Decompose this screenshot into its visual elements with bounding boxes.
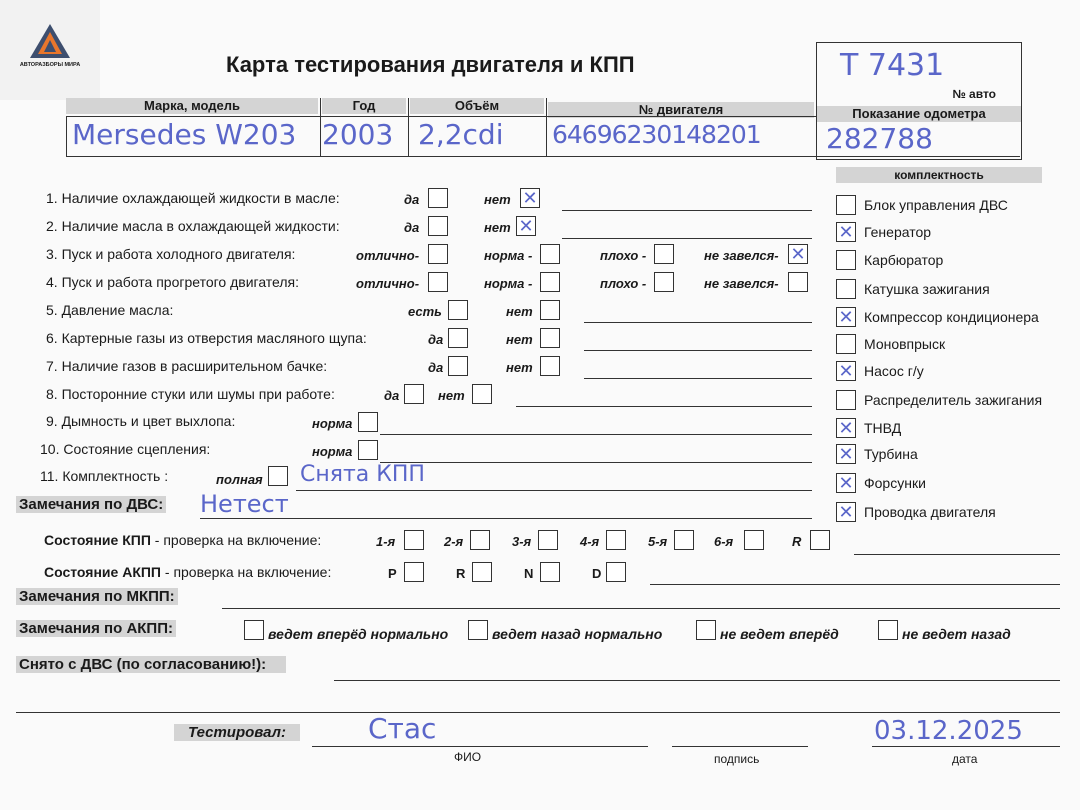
kit-checkbox[interactable]: ✕ [836,361,856,381]
company-logo [0,0,100,100]
kit-title: комплектность [836,167,1042,183]
kit-checkbox[interactable] [836,195,856,215]
volume-value: 2,2cdi [418,118,504,151]
checkbox-bad-4[interactable] [654,272,674,292]
item-6: 6. Картерные газы из отверстия масляного щупа: [46,330,367,346]
opt-yes-1: да [404,192,420,207]
logo-text: АВТОРАЗБОРЫ МИРА [19,62,81,68]
item-5: 5. Давление масла: [46,302,174,318]
tester-name: Стас [368,712,437,745]
auto-number-label: № авто [952,87,996,101]
kit-item-label: Генератор [864,224,932,240]
akpp-mode-checkbox[interactable] [606,562,626,582]
opt-normal-9: норма [312,416,353,431]
kit-checkbox[interactable] [836,250,856,270]
form-title: Карта тестирования двигателя и КПП [226,52,635,77]
opt-no-1: нет [484,192,511,207]
checkbox-exists-5[interactable] [448,300,468,320]
checkbox-bad-3[interactable] [654,244,674,264]
checkbox-no-7[interactable] [540,356,560,376]
col-make-model: Марка, модель [66,98,318,114]
kpp-gear-label: 6-я [714,534,734,549]
odometer-value: 282788 [826,122,933,155]
kit-item-label: Распределитель зажигания [864,392,1043,408]
remarks-mkpp-label: Замечания по МКПП: [16,588,178,605]
odometer-label: Показание одометра [817,106,1021,122]
kpp-gear-checkbox[interactable] [404,530,424,550]
kit-item-label: Катушка зажигания [864,281,990,297]
opt-not-started-4: не завелся- [704,276,779,291]
akpp-mode-checkbox[interactable] [472,562,492,582]
item-7: 7. Наличие газов в расширительном бачке: [46,358,328,374]
kit-item-label: Проводка двигателя [864,504,996,520]
akpp-no-forward: не ведет вперёд [720,626,839,642]
checkbox-yes-6[interactable] [448,328,468,348]
opt-no-7: нет [506,360,533,375]
opt-yes-6: да [428,332,444,347]
opt-normal-10: норма [312,444,353,459]
kit-checkbox[interactable]: ✕ [836,222,856,242]
remarks-dvs-label: Замечания по ДВС: [16,496,166,513]
checkbox-akpp-no-backward[interactable] [878,620,898,640]
remarks-dvs-value: Нетест [200,490,289,518]
auto-number-value: T 7431 [840,48,945,83]
checkbox-excellent-4[interactable] [428,272,448,292]
kit-checkbox[interactable]: ✕ [836,307,856,327]
checkbox-yes-8[interactable] [404,384,424,404]
fio-caption: ФИО [454,750,482,764]
kit-item-label: Компрессор кондиционера [864,309,1039,325]
checkbox-no-8[interactable] [472,384,492,404]
item-2: 2. Наличие масла в охлаждающей жидкости: [46,218,340,234]
kit-checkbox[interactable] [836,390,856,410]
akpp-mode-checkbox[interactable] [404,562,424,582]
checkbox-normal-9[interactable] [358,412,378,432]
kit-item-label: Насос г/у [864,363,924,379]
signature-caption: подпись [714,752,760,766]
kit-item-label: Блок управления ДВС [864,197,1008,213]
tested-label: Тестировал: [174,724,300,741]
akpp-mode-label: D [592,566,602,581]
opt-normal-4: норма - [484,276,533,291]
kpp-gear-label: 5-я [648,534,668,549]
checkbox-no-6[interactable] [540,328,560,348]
kit-checkbox[interactable]: ✕ [836,502,856,522]
opt-full-11: полная [216,472,263,487]
checkbox-akpp-forward-ok[interactable] [244,620,264,640]
kit-item-label: Форсунки [864,475,926,491]
opt-no-6: нет [506,332,533,347]
checkbox-akpp-no-forward[interactable] [696,620,716,640]
kit-checkbox[interactable] [836,334,856,354]
checkbox-no-1[interactable]: ✕ [520,188,540,208]
test-date: 03.12.2025 [874,716,1023,746]
item-9: 9. Дымность и цвет выхлопа: [46,413,236,429]
opt-no-2: нет [484,220,511,235]
akpp-no-backward: не ведет назад [902,626,1011,642]
checkbox-not-started-3[interactable]: ✕ [788,244,808,264]
kpp-gear-label: 2-я [444,534,464,549]
kpp-gear-label: R [792,534,802,549]
akpp-forward-ok: ведет вперёд нормально [268,626,449,642]
kpp-gear-checkbox[interactable] [810,530,830,550]
opt-bad-3: плохо - [600,248,647,263]
kpp-gear-label: 1-я [376,534,396,549]
checkbox-yes-7[interactable] [448,356,468,376]
checkbox-normal-3[interactable] [540,244,560,264]
kit-checkbox[interactable] [836,279,856,299]
akpp-mode-checkbox[interactable] [540,562,560,582]
opt-exists-5: есть [408,304,442,319]
opt-excellent-4: отлично- [356,276,420,291]
item-3: 3. Пуск и работа холодного двигателя: [46,246,296,262]
opt-yes-7: да [428,360,444,375]
col-year: Год [322,98,406,114]
make-model-value: Mersedes W203 [72,118,297,151]
opt-normal-3: норма - [484,248,533,263]
item-4: 4. Пуск и работа прогретого двигателя: [46,274,300,290]
col-engine-no: № двигателя [548,102,814,118]
opt-yes-8: да [384,388,400,403]
opt-yes-2: да [404,220,420,235]
checkbox-not-started-4[interactable] [788,272,808,292]
checkbox-excellent-3[interactable] [428,244,448,264]
kpp-gear-label: 4-я [580,534,600,549]
checkbox-no-2[interactable]: ✕ [516,216,536,236]
akpp-label: Состояние АКПП - проверка на включение: [44,564,332,580]
kpp-label: Состояние КПП - проверка на включение: [44,532,322,548]
opt-no-5: нет [506,304,533,319]
date-caption: дата [952,752,978,766]
checkbox-yes-2[interactable] [428,216,448,236]
checkbox-normal-4[interactable] [540,272,560,292]
kpp-gear-checkbox[interactable] [606,530,626,550]
item-8: 8. Посторонние стуки или шумы при работе: [46,386,335,402]
kit-item-label: Моновпрыск [864,336,946,352]
kit-item-label: ТНВД [864,420,902,436]
akpp-mode-label: P [388,566,397,581]
kit-checkbox[interactable]: ✕ [836,473,856,493]
mountain-logo-icon [28,22,72,60]
item-1: 1. Наличие охлаждающей жидкости в масле: [46,190,340,206]
kpp-gear-checkbox[interactable] [744,530,764,550]
kit-item-label: Турбина [864,446,918,462]
opt-excellent-3: отлично- [356,248,420,263]
year-value: 2003 [322,118,394,151]
kpp-gear-checkbox[interactable] [538,530,558,550]
kpp-gear-label: 3-я [512,534,532,549]
item-10: 10. Состояние сцепления: [40,441,211,457]
akpp-mode-label: R [456,566,466,581]
kit-checkbox[interactable]: ✕ [836,418,856,438]
checkbox-no-5[interactable] [540,300,560,320]
opt-bad-4: плохо - [600,276,647,291]
opt-no-8: нет [438,388,465,403]
kpp-gear-checkbox[interactable] [470,530,490,550]
kit-checkbox[interactable]: ✕ [836,444,856,464]
akpp-mode-label: N [524,566,534,581]
kit-item-label: Карбюратор [864,252,944,268]
removed-label: Снято с ДВС (по согласованию!): [16,656,286,673]
checkbox-akpp-backward-ok[interactable] [468,620,488,640]
checkbox-normal-10[interactable] [358,440,378,460]
checkbox-yes-1[interactable] [428,188,448,208]
col-volume: Объём [410,98,544,114]
remarks-akpp-label: Замечания по АКПП: [16,620,176,637]
kpp-gear-checkbox[interactable] [674,530,694,550]
kit-missing-value: Снята КПП [300,462,425,487]
akpp-backward-ok: ведет назад нормально [492,626,663,642]
item-11: 11. Комплектность : [40,468,169,484]
engine-no-value: 64696230148201 [552,120,761,149]
opt-not-started-3: не завелся- [704,248,779,263]
checkbox-full-11[interactable] [268,466,288,486]
